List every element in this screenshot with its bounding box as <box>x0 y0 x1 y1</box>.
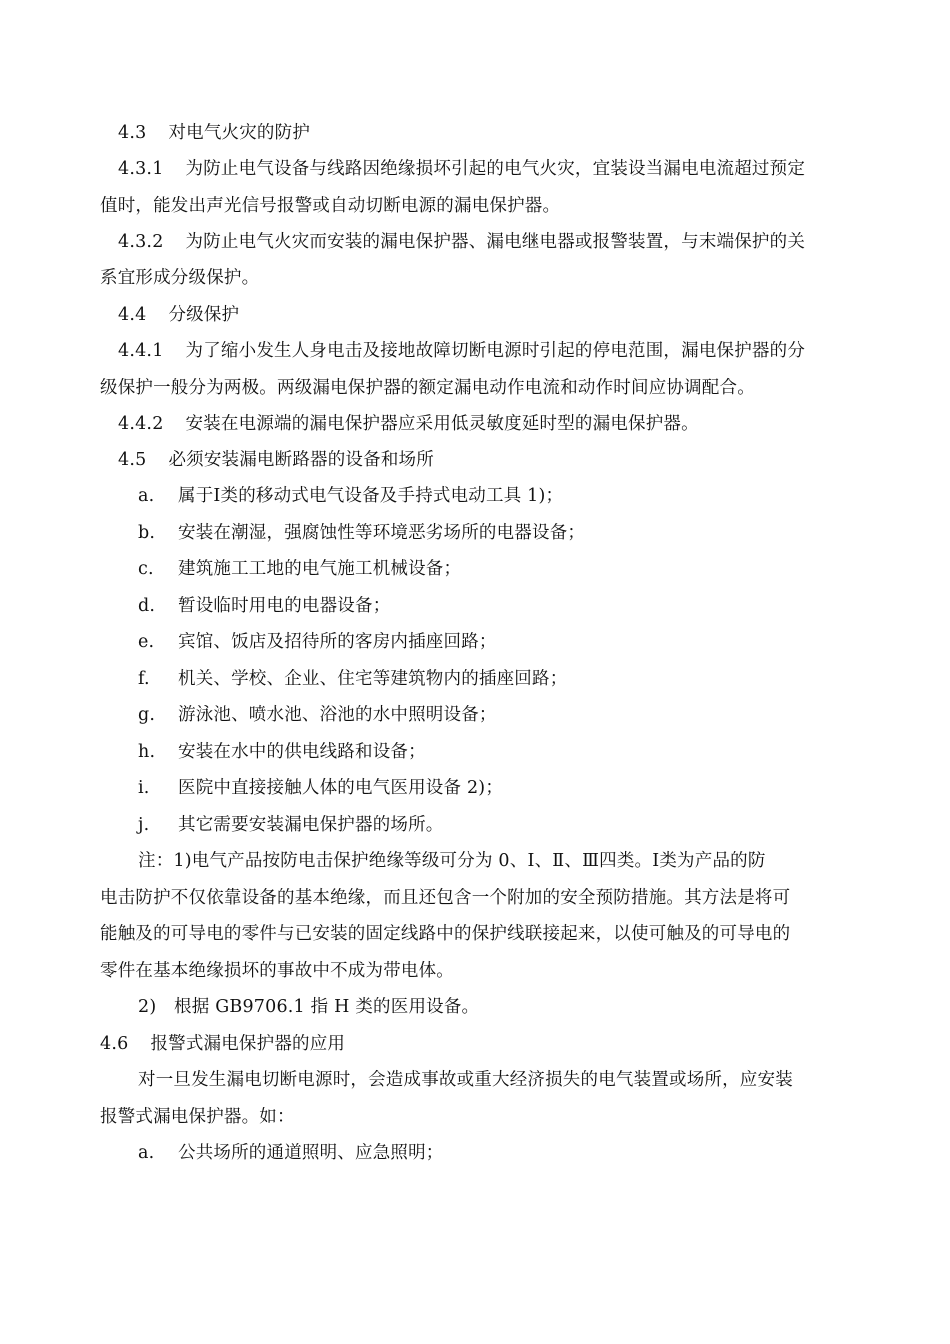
section-number: 4.6 <box>100 1034 129 1054</box>
list-item <box>138 813 444 837</box>
section-4-4-heading <box>118 303 239 327</box>
list-item-text: 安装在潮湿，强腐蚀性等环境恶劣场所的电器设备； <box>178 523 586 543</box>
list-item <box>138 630 497 654</box>
note-line-5: 2) 根据 GB9706.1 指 H 类的医用设备。 <box>138 997 480 1017</box>
paragraph-text: 为了缩小发生人身电击及接地故障切断电源时引起的停电范围，漏电保护器的分 <box>185 341 806 361</box>
list-item-text: 安装在水中的供电线路和设备； <box>178 742 426 762</box>
list-item-label: i. <box>138 778 150 798</box>
note-line-3: 能触及的可导电的零件与已安装的固定线路中的保护线联接起来，以使可触及的可导电的 <box>100 924 791 944</box>
section-title: 对电气火灾的防护 <box>168 123 311 143</box>
section-4-4-1-line-1 <box>118 339 805 363</box>
section-4-6-line-1: 对一旦发生漏电切断电源时，会造成事故或重大经济损失的电气装置或场所，应安装 <box>138 1070 793 1090</box>
list-item <box>138 740 426 764</box>
list-item-label: c. <box>138 559 154 579</box>
section-4-5-heading <box>118 448 434 472</box>
list-item-label: a. <box>138 1143 155 1163</box>
section-number: 4.4 <box>118 305 147 325</box>
section-4-3-1-line-1 <box>118 157 805 181</box>
list-item-label: f. <box>138 669 150 689</box>
list-item-text: 建筑施工工地的电气施工机械设备； <box>178 559 462 579</box>
list-item-label: b. <box>138 523 156 543</box>
list-item <box>138 1141 444 1165</box>
section-number: 4.5 <box>118 450 147 470</box>
list-item-label: d. <box>138 596 156 616</box>
section-4-3-heading <box>118 121 310 145</box>
list-item-text: 机关、学校、企业、住宅等建筑物内的插座回路； <box>178 669 568 689</box>
list-item-text: 其它需要安装漏电保护器的场所。 <box>178 815 444 835</box>
section-4-4-2 <box>118 412 699 436</box>
list-item-text: 暂设临时用电的电器设备； <box>178 596 391 616</box>
list-item <box>138 557 461 581</box>
section-number: 4.4.2 <box>118 414 164 434</box>
section-number: 4.3.1 <box>118 159 164 179</box>
list-item <box>138 667 567 691</box>
list-item-label: j. <box>138 815 150 835</box>
section-number: 4.4.1 <box>118 341 164 361</box>
list-item-label: g. <box>138 705 156 725</box>
list-item <box>138 484 563 508</box>
note-line-1: 注：1)电气产品按防电击保护绝缘等级可分为 0、Ⅰ、Ⅱ、Ⅲ四类。Ⅰ类为产品的防 <box>138 851 766 871</box>
paragraph-text: 为防止电气设备与线路因绝缘损坏引起的电气火灾，宜装设当漏电电流超过预定 <box>185 159 806 179</box>
section-4-3-1-line-2: 值时，能发出声光信号报警或自动切断电源的漏电保护器。 <box>100 196 561 216</box>
paragraph-text: 安装在电源端的漏电保护器应采用低灵敏度延时型的漏电保护器。 <box>185 414 699 434</box>
section-title: 报警式漏电保护器的应用 <box>150 1034 346 1054</box>
section-number: 4.3 <box>118 123 147 143</box>
list-item-text: 公共场所的通道照明、应急照明； <box>178 1143 444 1163</box>
section-4-3-2-line-1 <box>118 230 805 254</box>
list-item-text: 属于Ⅰ类的移动式电气设备及手持式电动工具 1)； <box>178 486 564 506</box>
section-title: 必须安装漏电断路器的设备和场所 <box>168 450 434 470</box>
list-item <box>138 703 497 727</box>
section-number: 4.3.2 <box>118 232 164 252</box>
section-4-4-1-line-2: 级保护一般分为两极。两级漏电保护器的额定漏电动作电流和动作时间应协调配合。 <box>100 378 755 398</box>
note-line-2: 电击防护不仅依靠设备的基本绝缘，而且还包含一个附加的安全预防措施。其方法是将可 <box>100 888 791 908</box>
list-item-text: 医院中直接接触人体的电气医用设备 2)； <box>178 778 504 798</box>
paragraph-text: 为防止电气火灾而安装的漏电保护器、漏电继电器或报警装置，与末端保护的关 <box>185 232 806 252</box>
list-item <box>138 521 585 545</box>
note-line-4: 零件在基本绝缘损坏的事故中不成为带电体。 <box>100 961 454 981</box>
list-item-label: a. <box>138 486 155 506</box>
list-item-label: h. <box>138 742 156 762</box>
list-item <box>138 594 390 618</box>
list-item-text: 游泳池、喷水池、浴池的水中照明设备； <box>178 705 497 725</box>
section-4-6-heading <box>100 1032 345 1056</box>
section-title: 分级保护 <box>168 305 240 325</box>
section-4-3-2-line-2: 系宜形成分级保护。 <box>100 268 260 288</box>
list-item-text: 宾馆、饭店及招待所的客房内插座回路； <box>178 632 497 652</box>
list-item <box>138 776 503 800</box>
section-4-6-line-2: 报警式漏电保护器。如： <box>100 1107 295 1127</box>
list-item-label: e. <box>138 632 155 652</box>
